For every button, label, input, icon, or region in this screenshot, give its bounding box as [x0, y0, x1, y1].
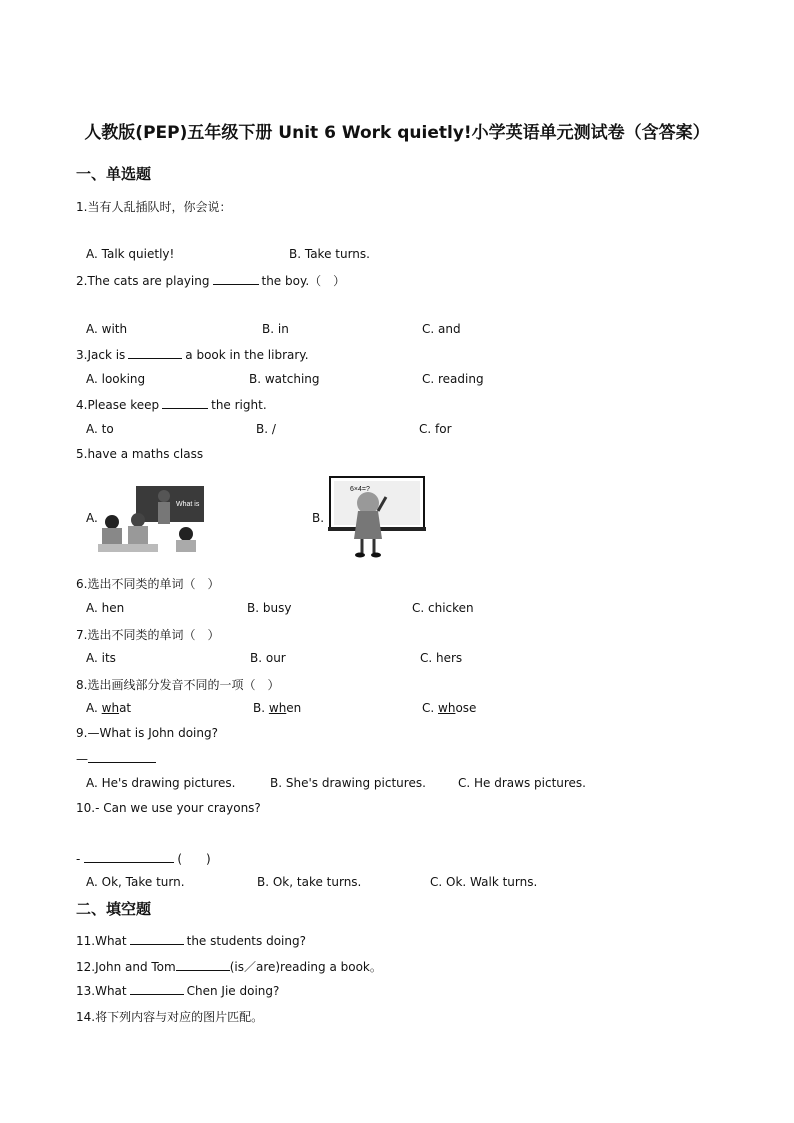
underlined-letters: wh	[101, 701, 120, 715]
dash: -	[76, 852, 81, 866]
q12-text-after: (is／are)reading a book。	[229, 960, 382, 974]
student-head	[179, 527, 193, 541]
q6-option-a[interactable]: A. hen	[86, 601, 125, 615]
q11-text-after: the students doing?	[186, 934, 306, 948]
desk	[98, 544, 158, 552]
dash: —	[76, 752, 88, 766]
q9-answer-line	[76, 751, 159, 766]
classroom-picture	[98, 482, 208, 554]
question-6: 6.选出不同类的单词（ ）	[76, 577, 220, 591]
answer-blank[interactable]	[162, 397, 208, 409]
question-8: 8.选出画线部分发音不同的一项（ ）	[76, 678, 280, 692]
q9-option-b[interactable]: B. She's drawing pictures.	[270, 776, 426, 790]
q10-answer-line	[76, 850, 211, 867]
q10-option-a[interactable]: A. Ok, Take turn.	[86, 875, 185, 889]
q7-option-a[interactable]: A. its	[86, 651, 116, 665]
question-14: 14.将下列内容与对应的图片匹配。	[76, 1010, 264, 1024]
option-letter: C.	[422, 701, 439, 715]
question-9: 9.—What is John doing?	[76, 726, 218, 740]
question-7: 7.选出不同类的单词（ ）	[76, 628, 220, 642]
question-11	[76, 933, 306, 948]
underlined-letters: wh	[268, 701, 287, 715]
teacher-head	[158, 490, 170, 502]
answer-blank[interactable]	[88, 751, 156, 763]
q8-option-c[interactable]	[422, 701, 476, 715]
girl-dress	[354, 511, 382, 539]
q11-text-before: 11.What	[76, 934, 127, 948]
page-title: 人教版(PEP)五年级下册 Unit 6 Work quietly!小学英语单元测试卷（含答案）	[84, 123, 710, 143]
q4-option-b[interactable]: B. /	[256, 422, 276, 436]
answer-blank[interactable]	[176, 959, 230, 971]
student-head	[105, 515, 119, 529]
q2-option-b[interactable]: B. in	[262, 322, 289, 336]
blackboard-girl-picture	[328, 475, 426, 561]
answer-blank[interactable]	[130, 983, 184, 995]
q2-text-before: 2.The cats are playing	[76, 274, 210, 288]
q3-text-before: 3.Jack is	[76, 348, 126, 362]
question-1: 1.当有人乱插队时，你会说：	[76, 200, 232, 214]
q8-option-a[interactable]	[86, 701, 131, 715]
q4-text-before: 4.Please keep	[76, 398, 160, 412]
q4-text-after: the right.	[211, 398, 267, 412]
section-heading-fill-blank: 二、填空题	[76, 900, 152, 918]
q4-option-c[interactable]: C. for	[419, 422, 452, 436]
q7-option-b[interactable]: B. our	[250, 651, 286, 665]
blackboard-math: 6×4=?	[350, 486, 370, 493]
q2-text-after: the boy.（ ）	[261, 274, 346, 288]
q3-option-a[interactable]: A. looking	[86, 372, 146, 386]
q5-option-b[interactable]: B.	[312, 511, 325, 525]
question-10: 10.- Can we use your crayons?	[76, 801, 261, 815]
underlined-letters: wh	[438, 701, 456, 715]
q6-option-c[interactable]: C. chicken	[412, 601, 474, 615]
girl-at-blackboard-illustration	[328, 475, 426, 561]
q10-option-c[interactable]: C. Ok. Walk turns.	[430, 875, 538, 889]
section-heading-single-choice: 一、单选题	[76, 165, 152, 183]
q3-option-b[interactable]: B. watching	[249, 372, 320, 386]
student-body	[102, 528, 122, 546]
q6-option-b[interactable]: B. busy	[247, 601, 292, 615]
question-3	[76, 347, 309, 362]
teacher-body	[158, 502, 170, 524]
question-4	[76, 397, 267, 412]
word-rest: en	[286, 701, 302, 715]
option-letter: B.	[253, 701, 269, 715]
q2-option-c[interactable]: C. and	[422, 322, 461, 336]
q4-option-a[interactable]: A. to	[86, 422, 114, 436]
girl-shoe	[371, 553, 381, 558]
question-13	[76, 983, 279, 998]
q3-option-c[interactable]: C. reading	[422, 372, 484, 386]
q8-option-b[interactable]	[253, 701, 301, 715]
question-5: 5.have a maths class	[76, 447, 204, 461]
student-body	[176, 540, 196, 552]
question-2	[76, 272, 345, 289]
q9-option-c[interactable]: C. He draws pictures.	[458, 776, 586, 790]
answer-blank[interactable]	[84, 851, 174, 863]
answer-paren: ( )	[177, 852, 211, 866]
q9-option-a[interactable]: A. He's drawing pictures.	[86, 776, 236, 790]
word-rest: at	[119, 701, 132, 715]
word-rest: ose	[455, 701, 477, 715]
q2-option-a[interactable]: A. with	[86, 322, 128, 336]
blackboard-text: What is	[176, 501, 200, 508]
q12-text-before: 12.John and Tom	[76, 960, 176, 974]
student-head	[131, 513, 145, 527]
student-body	[128, 526, 148, 546]
answer-blank[interactable]	[128, 347, 182, 359]
q10-option-b[interactable]: B. Ok, take turns.	[257, 875, 362, 889]
q1-option-a[interactable]: A. Talk quietly!	[86, 247, 175, 261]
q13-text-after: Chen Jie doing?	[186, 984, 280, 998]
q5-option-a[interactable]: A.	[86, 511, 98, 525]
q1-option-b[interactable]: B. Take turns.	[289, 247, 370, 261]
q3-text-after: a book in the library.	[185, 348, 309, 362]
q7-option-c[interactable]: C. hers	[420, 651, 463, 665]
classroom-illustration	[98, 482, 208, 554]
girl-shoe	[355, 553, 365, 558]
question-12	[76, 958, 382, 975]
answer-blank[interactable]	[213, 273, 259, 285]
option-letter: A.	[86, 701, 102, 715]
girl-head	[357, 492, 379, 514]
answer-blank[interactable]	[130, 933, 184, 945]
q13-text-before: 13.What	[76, 984, 127, 998]
